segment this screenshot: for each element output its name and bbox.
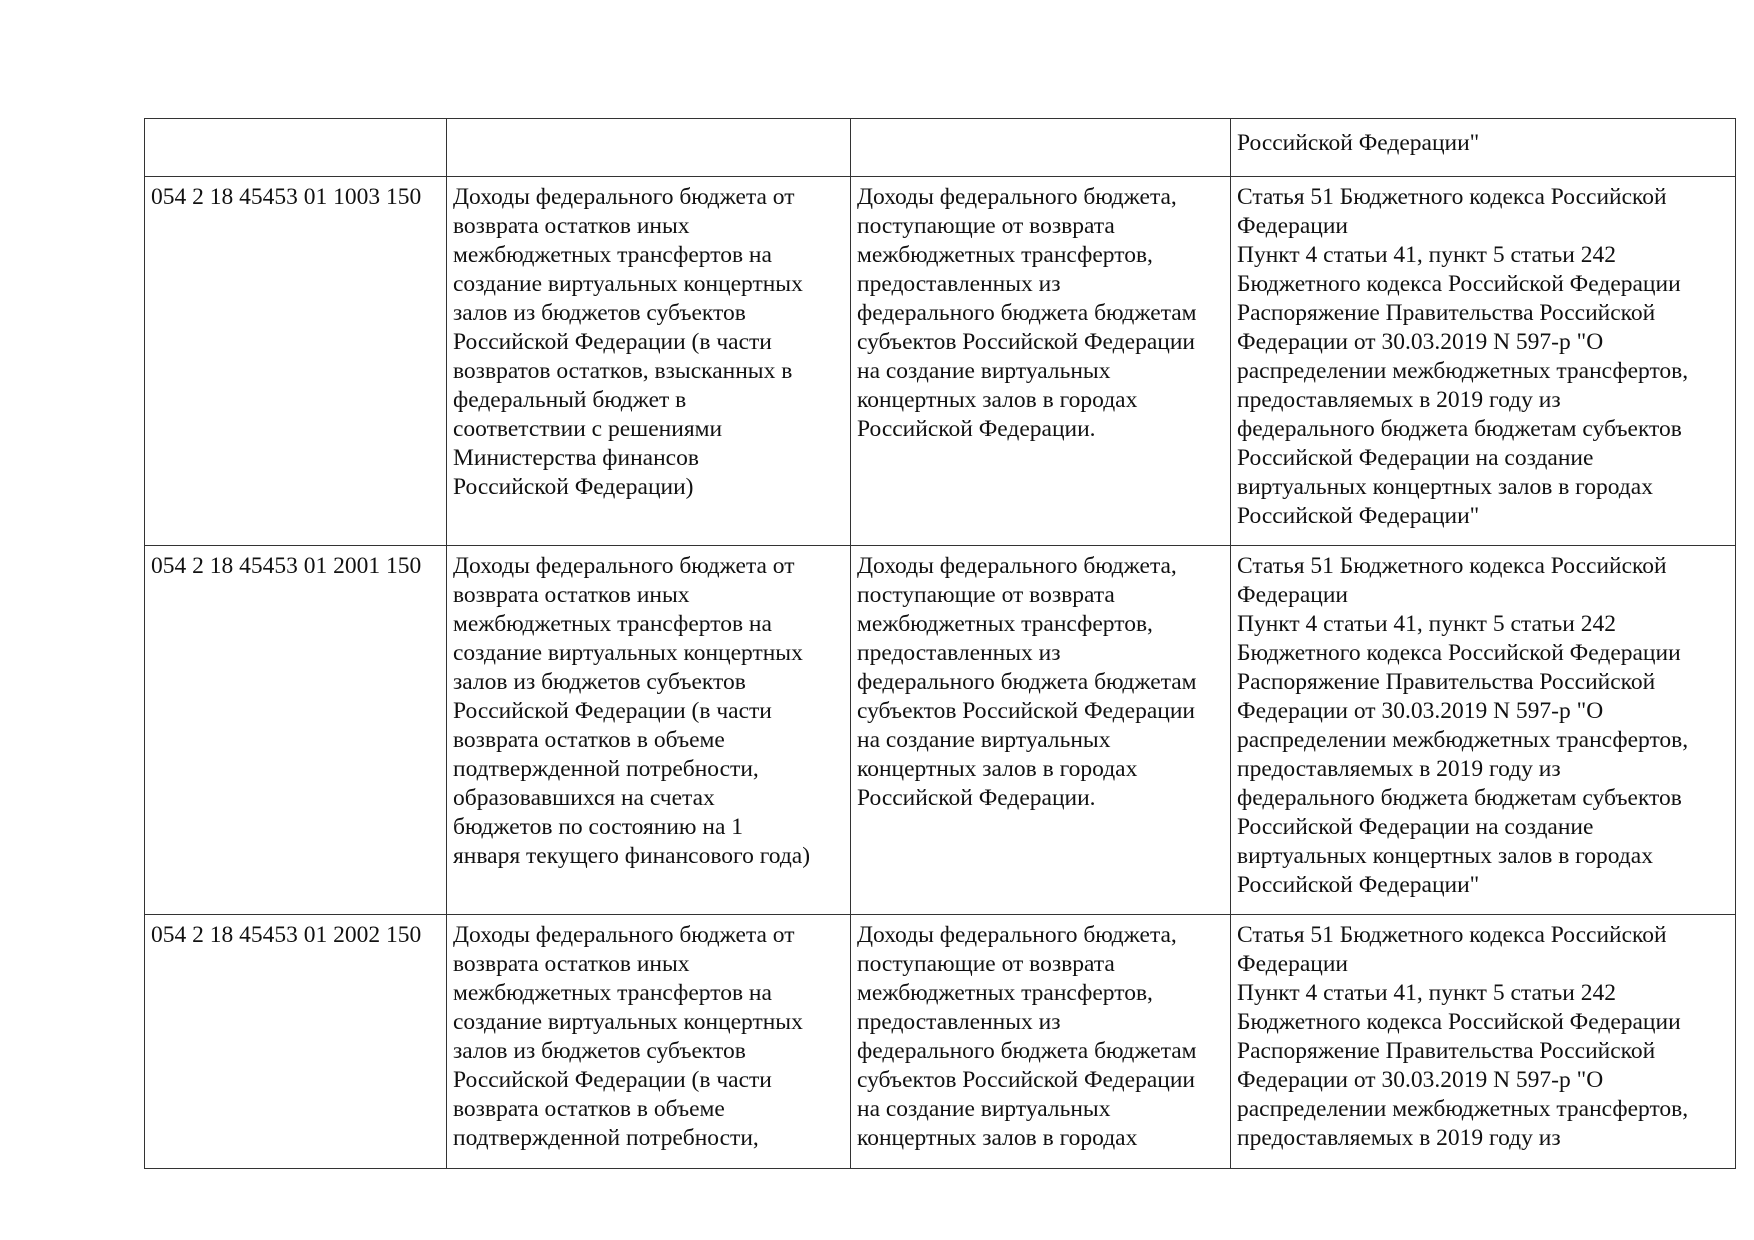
legal-basis-cell: Статья 51 Бюджетного кодекса Российской Федерации Пункт 4 статьи 41, пункт 5 статьи 242 Бюджетного кодекса Российской Федерации Распоряжение Правительства Российской Федерации от 30.03.2019 N 597-р "О распределении межбюджетных трансфертов, предоставляемых в 2019 году из федерального бюджета бюджетам субъектов Российской Федерации на создание виртуальных концертных залов в городах Российской Федерации": [1231, 177, 1736, 546]
description-cell: [851, 119, 1231, 177]
code-cell: 054 2 18 45453 01 2001 150: [145, 546, 447, 915]
name-cell: [447, 119, 851, 177]
legal-basis-cell: Российской Федерации": [1231, 119, 1736, 177]
description-cell: Доходы федерального бюджета, поступающие от возврата межбюджетных трансфертов, предоставленных из федерального бюджета бюджетам субъектов Российской Федерации на создание виртуальных концертных залов в городах Российской Федерации.: [851, 177, 1231, 546]
name-cell: Доходы федерального бюджета от возврата остатков иных межбюджетных трансфертов на создание виртуальных концертных залов из бюджетов субъектов Российской Федерации (в части возврата остатков в объеме подтвержденной потребности, образовавшихся на счетах бюджетов по состоянию на 1 января текущего финансового года): [447, 546, 851, 915]
name-cell: Доходы федерального бюджета от возврата остатков иных межбюджетных трансфертов на создание виртуальных концертных залов из бюджетов субъектов Российской Федерации (в части возврата остатков в объеме подтвержденной потребности,: [447, 915, 851, 1169]
name-cell: Доходы федерального бюджета от возврата остатков иных межбюджетных трансфертов на создание виртуальных концертных залов из бюджетов субъектов Российской Федерации (в части возвратов остатков, взысканных в федеральный бюджет в соответствии с решениями Министерства финансов Российской Федерации): [447, 177, 851, 546]
legal-basis-cell: Статья 51 Бюджетного кодекса Российской Федерации Пункт 4 статьи 41, пункт 5 статьи 242 Бюджетного кодекса Российской Федерации Распоряжение Правительства Российской Федерации от 30.03.2019 N 597-р "О распределении межбюджетных трансфертов, предоставляемых в 2019 году из федерального бюджета бюджетам субъектов Российской Федерации на создание виртуальных концертных залов в городах Российской Федерации": [1231, 546, 1736, 915]
table-row: [145, 546, 1736, 915]
code-cell: 054 2 18 45453 01 2002 150: [145, 915, 447, 1169]
description-cell: Доходы федерального бюджета, поступающие от возврата межбюджетных трансфертов, предоставленных из федерального бюджета бюджетам субъектов Российской Федерации на создание виртуальных концертных залов в городах Российской Федерации.: [851, 546, 1231, 915]
table-row: [145, 177, 1736, 546]
description-cell: Доходы федерального бюджета, поступающие от возврата межбюджетных трансфертов, предоставленных из федерального бюджета бюджетам субъектов Российской Федерации на создание виртуальных концертных залов в городах: [851, 915, 1231, 1169]
table-row: [145, 119, 1736, 177]
code-cell: [145, 119, 447, 177]
budget-codes-table: [144, 118, 1736, 1169]
code-cell: 054 2 18 45453 01 1003 150: [145, 177, 447, 546]
table-row: [145, 915, 1736, 1169]
legal-basis-cell: Статья 51 Бюджетного кодекса Российской Федерации Пункт 4 статьи 41, пункт 5 статьи 242 Бюджетного кодекса Российской Федерации Распоряжение Правительства Российской Федерации от 30.03.2019 N 597-р "О распределении межбюджетных трансфертов, предоставляемых в 2019 году из: [1231, 915, 1736, 1169]
